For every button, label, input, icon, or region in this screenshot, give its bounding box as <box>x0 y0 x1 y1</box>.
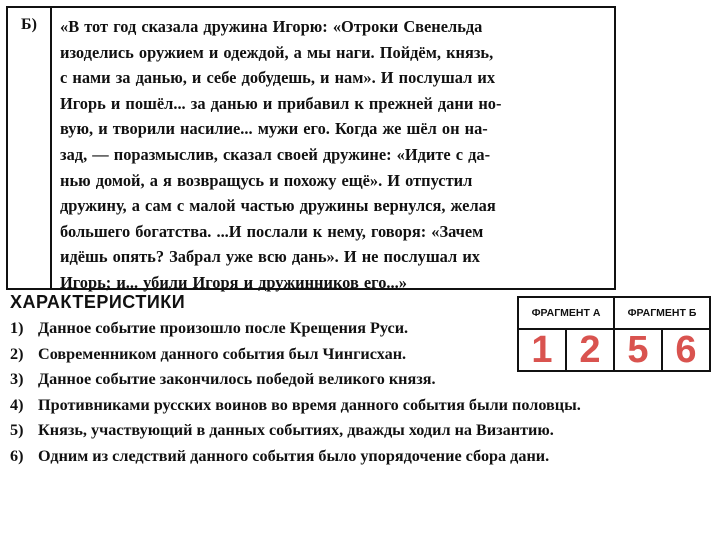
item-text: Одним из следствий данного события было упорядочение сбора дани. <box>38 446 550 465</box>
fragment-line: дружину, а сам с малой частью дружины вернулся, желая <box>60 196 496 216</box>
item-number: 1) <box>10 319 24 337</box>
item-text: Князь, участвующий в данных событиях, дважды ходил на Византию. <box>38 421 554 439</box>
item-number: 3) <box>10 370 24 388</box>
item-text: Противниками русских воинов во время данного события были половцы. <box>38 395 581 414</box>
characteristics-heading: ХАРАКТЕРИСТИКИ <box>10 292 186 312</box>
item-number: 4) <box>10 395 24 414</box>
fragment-line: изоделись оружием и одеждой, а мы наги. Пойдём, князь, <box>60 42 494 62</box>
item-text: Данное событие закончилось победой великого князя. <box>38 370 436 388</box>
item-number: 2) <box>10 344 24 363</box>
fragment-line: нью домой, а я возвращусь и похожу ещё». И отпустил <box>60 170 473 190</box>
characteristic-item <box>10 367 620 393</box>
characteristic-item <box>10 418 620 444</box>
fragment-line: с нами за данью, и себе добудешь, и нам». И послушал их <box>60 68 496 88</box>
item-text: Данное событие произошло после Крещения Руси. <box>38 319 409 337</box>
fragment-line: вую, и творили насилие... мужи его. Когда же шёл он на- <box>60 119 488 139</box>
item-number: 5) <box>10 421 24 439</box>
fragment-b-box <box>6 6 616 290</box>
characteristic-item <box>10 444 620 470</box>
answer-cell[interactable]: 1 <box>518 329 566 371</box>
characteristics-list <box>10 316 620 469</box>
answer-cell[interactable]: 5 <box>614 329 662 371</box>
fragment-line: Игорь и пошёл... за данью и прибавил к прежней дани но- <box>60 93 502 113</box>
answer-header-fragment-b: ФРАГМЕНТ Б <box>614 297 710 329</box>
characteristic-item <box>10 342 620 368</box>
item-text: Современником данного события был Чингисхан. <box>38 344 407 363</box>
fragment-line: идёшь опять? Забрал уже всю дань». И не послушал их <box>60 247 480 267</box>
answer-header-fragment-a: ФРАГМЕНТ А <box>518 297 614 329</box>
fragment-text <box>60 14 612 296</box>
fragment-line: большего богатства. ...И послали к нему, говоря: «Зачем <box>60 221 484 241</box>
characteristic-item <box>10 316 620 342</box>
answer-cell[interactable]: 2 <box>566 329 614 371</box>
fragment-line: «В тот год сказала дружина Игорю: «Отроки Свенельда <box>60 17 483 36</box>
characteristic-item <box>10 393 620 419</box>
answer-cell[interactable]: 6 <box>662 329 710 371</box>
item-number: 6) <box>10 446 24 465</box>
fragment-letter: Б) <box>8 8 52 288</box>
fragment-line: Игорь; и... убили Игоря и дружинников его...» <box>60 272 407 292</box>
fragment-line: зад, — поразмыслив, сказал своей дружине: «Идите с да- <box>60 144 491 164</box>
